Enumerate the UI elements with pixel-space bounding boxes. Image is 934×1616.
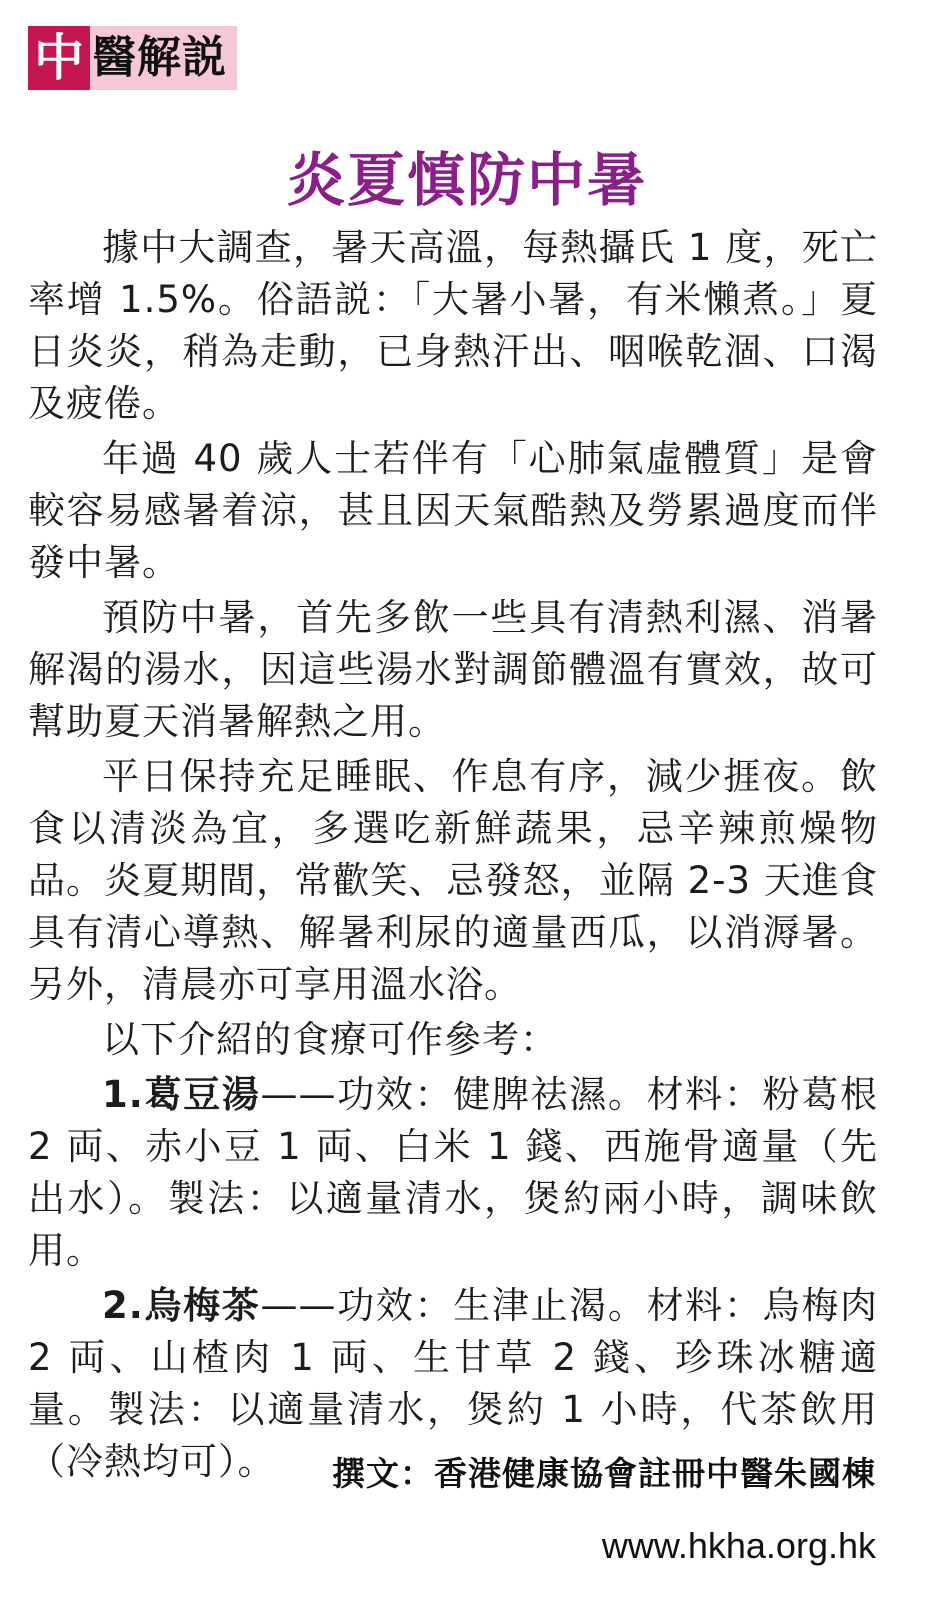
paragraph-2: 年過 40 歲人士若伴有「心肺氣虛體質」是會較容易感暑着涼，甚且因天氣酷熱及勞累過度而伴發中暑。 — [28, 437, 878, 584]
recipe-1-title: 1.葛豆湯 — [102, 1073, 261, 1116]
article-headline: 炎夏慎防中暑 — [286, 146, 647, 214]
paragraph-1: 據中大調查，暑天高溫，每熱攝氏 1 度，死亡率增 1.5%。俗語説：「大暑小暑，有米懶煮。」夏日炎炎，稍為走動，已身熱汗出、咽喉乾涸、口渴及疲倦。 — [28, 226, 878, 425]
column-tag — [28, 26, 237, 90]
recipe-1-text: ——功效：健脾祛濕。材料：粉葛根 2 両、赤小豆 1 両、白米 1 錢、西施骨適量（先出水）。製法：以適量清水，煲約兩小時，調味飲用。 — [28, 1073, 878, 1272]
column-tag-title: 醫解説 — [90, 26, 237, 90]
recipe-1 — [28, 1069, 878, 1277]
article-body — [28, 222, 878, 1491]
column-tag-first-char: 中 — [28, 26, 90, 90]
website-url: www.hkha.org.hk — [601, 1525, 876, 1566]
paragraph-4: 平日保持充足睡眠、作息有序，減少捱夜。飲食以清淡為宜，多選吃新鮮蔬果，忌辛辣煎燥物品。炎夏期間，常歡笑、忌發怒，並隔 2-3 天進食具有清心導熱、解暑利尿的適量西瓜，以消溽暑。另外，清晨亦可享用溫水浴。 — [28, 755, 878, 1006]
recipe-2-title: 2.烏梅茶 — [102, 1284, 261, 1327]
paragraph-3: 預防中暑，首先多飲一些具有清熱利濕、消暑解渴的湯水，因這些湯水對調節體溫有實效，故可幫助夏天消暑解熱之用。 — [28, 596, 878, 743]
recipe-2-text: ——功效：生津止渴。材料：烏梅肉 2 両、山楂肉 1 両、生甘草 2 錢、珍珠冰糖適量。製法：以適量清水，煲約 1 小時，代茶飲用（冷熱均可）。 — [28, 1284, 878, 1483]
author-byline: 撰文：香港健康協會註冊中醫朱國棟 — [332, 1454, 876, 1493]
paragraph-5: 以下介紹的食療可作參考： — [102, 1018, 558, 1061]
